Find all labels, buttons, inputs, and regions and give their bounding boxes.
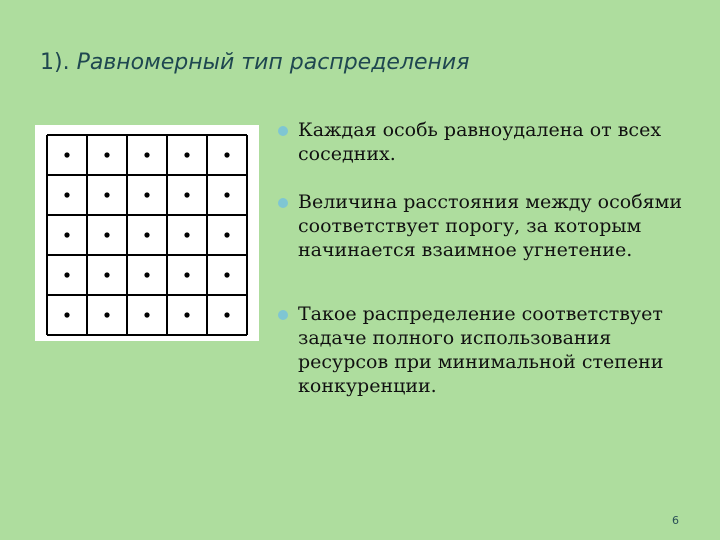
title-text: Равномерный тип распределения [76,50,470,75]
individual-dot [224,312,229,317]
individual-dot [104,312,109,317]
bullet-icon [278,198,288,208]
individual-dot [184,192,189,197]
bullet-text: Такое распределение соответствует задаче полного использования ресурсов при минимальной степени конкуренции. [298,303,664,397]
individual-dot [184,312,189,317]
individual-dot [184,152,189,157]
page-number: 6 [672,514,679,527]
individual-dot [184,272,189,277]
individual-dot [64,272,69,277]
individual-dot [64,312,69,317]
individual-dot [224,192,229,197]
individual-dot [64,192,69,197]
bullet-text: Величина расстояния между особями соответствует порогу, за которым начинается взаимное угнетение. [298,191,683,261]
individual-dot [224,272,229,277]
individual-dot [104,152,109,157]
bullet-text: Каждая особь равноудалена от всех соседних. [298,119,662,165]
individual-dot [144,232,149,237]
bullet-icon [278,310,288,320]
individual-dot [144,312,149,317]
individual-dot [64,152,69,157]
individual-dot [104,272,109,277]
uniform-distribution-grid [35,125,259,341]
individual-dot [64,232,69,237]
bullet-item [278,190,698,262]
individual-dot [184,232,189,237]
bullet-item [278,302,698,398]
individual-dot [144,152,149,157]
individual-dot [104,232,109,237]
title-number: 1). [40,50,70,75]
individual-dot [224,152,229,157]
bullet-list [278,118,698,422]
individual-dot [104,192,109,197]
individual-dot [144,192,149,197]
grid-drawing [35,125,259,341]
bullet-icon [278,126,288,136]
individual-dot [224,232,229,237]
bullet-item [278,118,698,166]
individual-dot [144,272,149,277]
slide-title [40,50,469,75]
